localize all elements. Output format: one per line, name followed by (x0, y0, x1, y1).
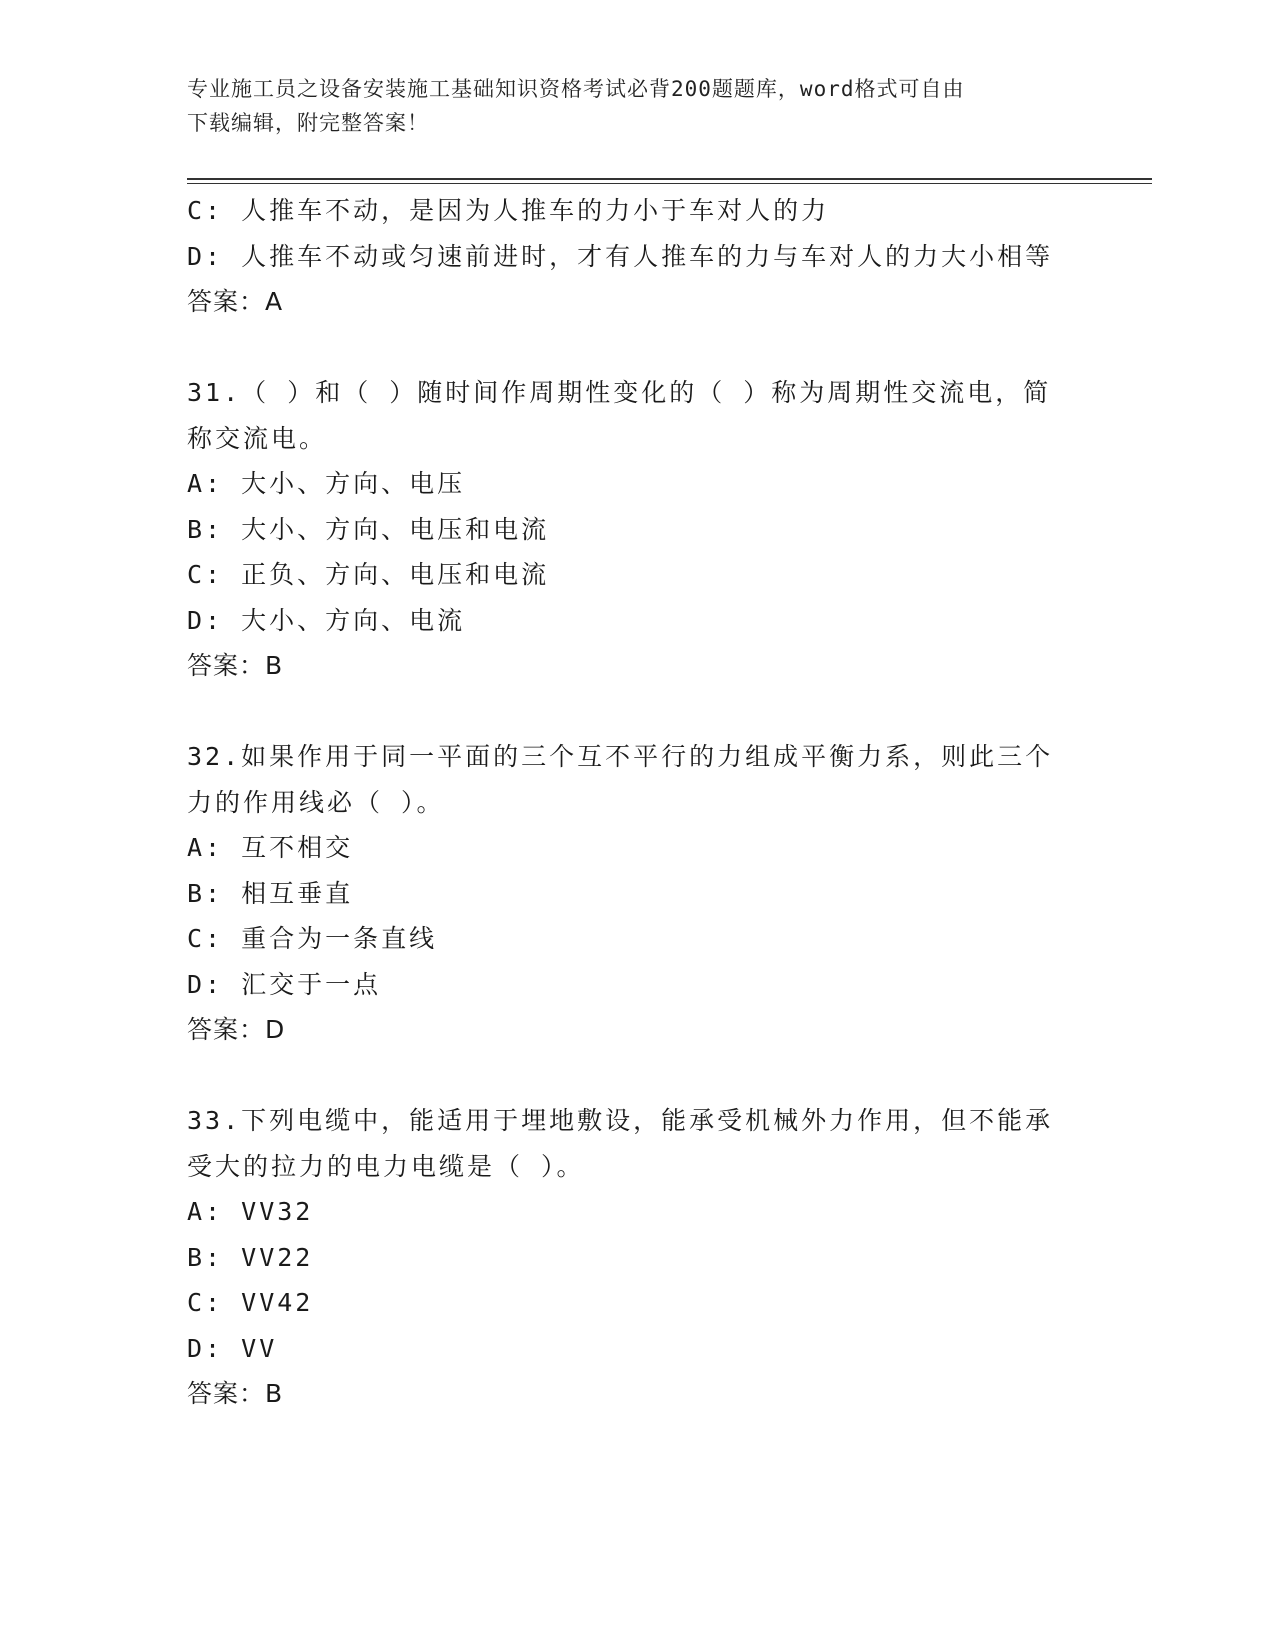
carryover-option-d: D: 人推车不动或匀速前进时，才有人推车的力与车对人的力大小相等 (187, 241, 1054, 271)
document-header (187, 72, 1067, 140)
spacer (187, 1053, 1087, 1099)
spacer (187, 689, 1087, 735)
carryover-option-c: C: 人推车不动，是因为人推车的力小于车对人的力 (187, 196, 830, 225)
question-32-stem-line-1: 32.如果作用于同一平面的三个互不平行的力组成平衡力系，则此三个 (187, 742, 1054, 771)
question-32-option-b: B: 相互垂直 (187, 878, 354, 908)
header-line-2: 下载编辑，附完整答案！ (187, 111, 429, 135)
question-33-option-b: B: VV22 (187, 1242, 314, 1272)
question-31-answer: 答案：B (187, 651, 284, 680)
question-33-option-a: A: VV32 (187, 1197, 314, 1226)
carryover-answer: 答案：A (187, 287, 284, 316)
question-33-answer: 答案：B (187, 1379, 284, 1408)
header-line-1: 专业施工员之设备安装施工基础知识资格考试必背200题题库，word格式可自由 (187, 77, 965, 101)
question-33-stem-line-1: 33.下列电缆中，能适用于埋地敷设，能承受机械外力作用，但不能承 (187, 1106, 1054, 1135)
question-32-option-a: A: 互不相交 (187, 833, 354, 862)
question-list (187, 188, 1087, 1417)
question-31-option-d: D: 大小、方向、电流 (187, 605, 466, 635)
question-32-option-c: C: 重合为一条直线 (187, 924, 438, 953)
question-32-option-d: D: 汇交于一点 (187, 969, 382, 999)
header-divider-thick (187, 178, 1152, 180)
question-33-option-c: C: VV42 (187, 1288, 314, 1317)
question-31-option-a: A: 大小、方向、电压 (187, 469, 466, 498)
question-31-stem-line-1: 31.（ ）和（ ）随时间作周期性变化的（ ）称为周期性交流电，简 (187, 378, 1052, 407)
question-32-answer: 答案：D (187, 1015, 286, 1044)
spacer (187, 325, 1087, 371)
header-divider-thin (187, 183, 1152, 184)
question-32-stem-line-2: 力的作用线必（ ）。 (187, 787, 445, 817)
question-31-stem-line-2: 称交流电。 (187, 423, 328, 453)
question-33-stem-line-2: 受大的拉力的电力电缆是（ ）。 (187, 1151, 585, 1181)
question-31-option-c: C: 正负、方向、电压和电流 (187, 560, 550, 589)
question-33-option-d: D: VV (187, 1333, 278, 1363)
question-31-option-b: B: 大小、方向、电压和电流 (187, 514, 550, 544)
